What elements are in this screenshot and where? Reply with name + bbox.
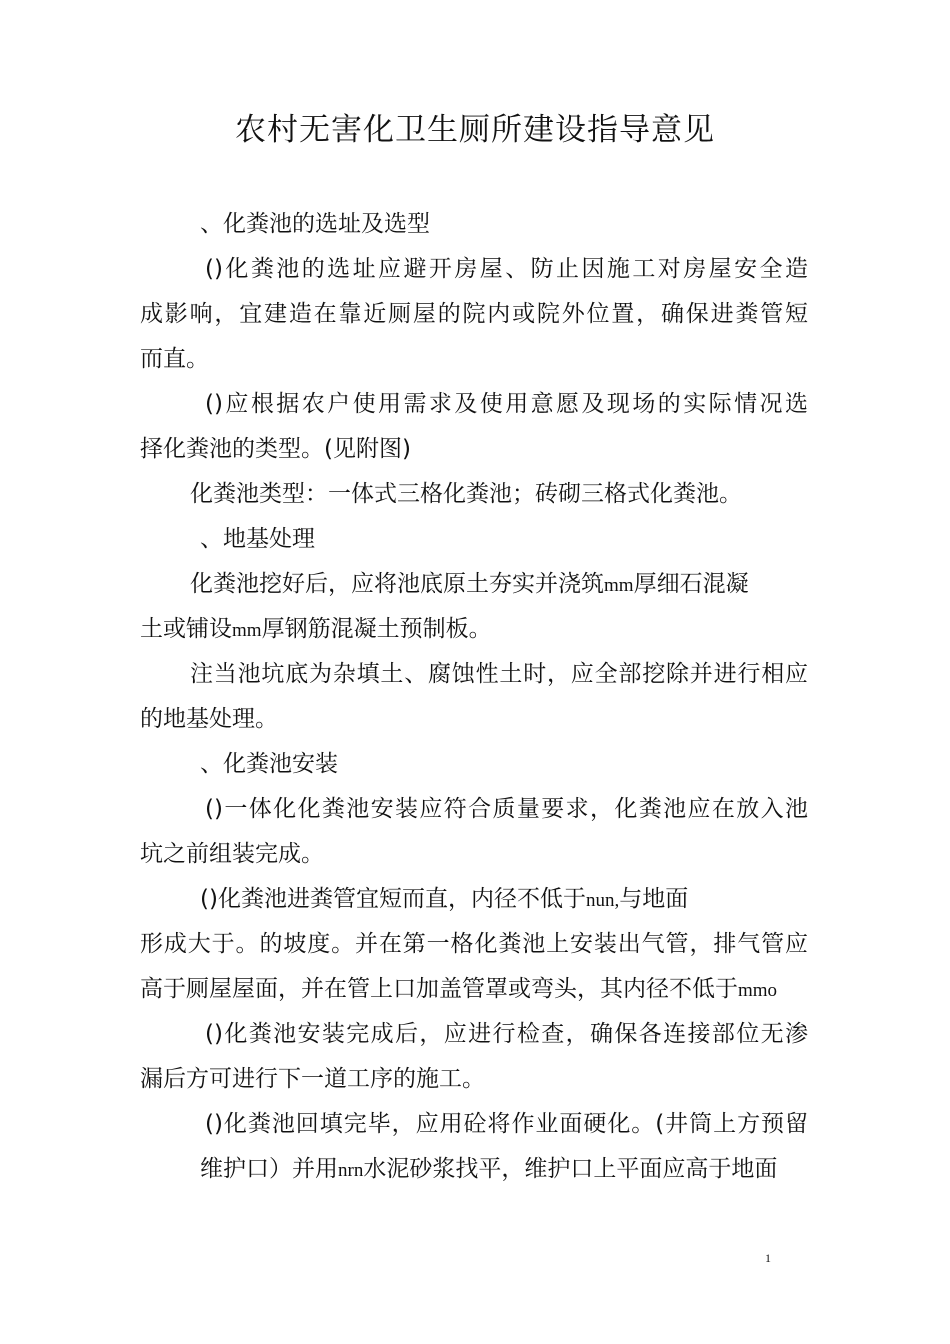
text-run: 土或铺设	[140, 616, 232, 642]
section-heading-foundation: 、地基处理	[200, 526, 315, 552]
paragraph-line	[140, 972, 777, 1008]
page-title: 农村无害化卫生厕所建设指导意见	[235, 112, 715, 148]
paragraph-line: 注当池坑底为杂填土、腐蚀性土时，应全部挖除并进行相应	[190, 661, 808, 687]
paragraph-line: 漏后方可进行下一道工序的施工。	[140, 1066, 485, 1092]
unit-text: mm	[604, 575, 634, 596]
paragraph-line	[190, 567, 749, 603]
paragraph-line	[200, 882, 688, 918]
paragraph-line: 形成大于。的坡度。并在第一格化粪池上安装出气管，排气管应	[140, 931, 808, 957]
text-run: ()化粪池进粪管宜短而直，内径不低于	[200, 886, 586, 912]
unit-text: mm	[232, 620, 262, 641]
text-run: 维护口）并用	[200, 1156, 338, 1182]
section-heading-site-selection: 、化粪池的选址及选型	[200, 211, 430, 237]
text-run: 与地面	[619, 886, 689, 912]
paragraph-line: 坑之前组装完成。	[140, 841, 324, 867]
paragraph-line	[200, 1152, 777, 1188]
paragraph-line: 而直。	[140, 346, 209, 372]
paragraph-line: 化粪池类型：一体式三格化粪池；砖砌三格式化粪池。	[190, 481, 742, 507]
unit-text: mmo	[738, 980, 778, 1001]
text-run: 化粪池挖好后，应将池底原土夯实并浇筑	[190, 571, 604, 597]
paragraph-line: ()应根据农户使用需求及使用意愿及现场的实际情况选	[205, 391, 808, 417]
page-number: 1	[765, 1251, 771, 1265]
paragraph-line: ()化粪池回填完毕，应用砼将作业面硬化。(井筒上方预留	[205, 1111, 808, 1137]
paragraph-line: 择化粪池的类型。(见附图)	[140, 436, 411, 462]
paragraph-line: 成影响，宜建造在靠近厕屋的院内或院外位置，确保进粪管短	[140, 301, 808, 327]
text-run: 高于厕屋屋面，并在管上口加盖管罩或弯头，其内径不低于	[140, 976, 738, 1002]
paragraph-line	[140, 612, 492, 648]
text-run: 厚钢筋混凝土预制板。	[261, 616, 492, 642]
unit-text: nun,	[585, 890, 620, 911]
paragraph-line: ()一体化化粪池安装应符合质量要求，化粪池应在放入池	[205, 796, 808, 822]
section-heading-installation: 、化粪池安装	[200, 751, 338, 777]
paragraph-line: ()化粪池的选址应避开房屋、防止因施工对房屋安全造	[205, 256, 808, 282]
paragraph-line: ()化粪池安装完成后，应进行检查，确保各连接部位无渗	[205, 1021, 808, 1047]
paragraph-line: 的地基处理。	[140, 706, 278, 732]
unit-text: nrn	[338, 1160, 364, 1181]
text-run: 厚细石混凝	[633, 571, 749, 597]
text-run: 水泥砂浆找平，维护口上平面应高于地面	[363, 1156, 778, 1182]
